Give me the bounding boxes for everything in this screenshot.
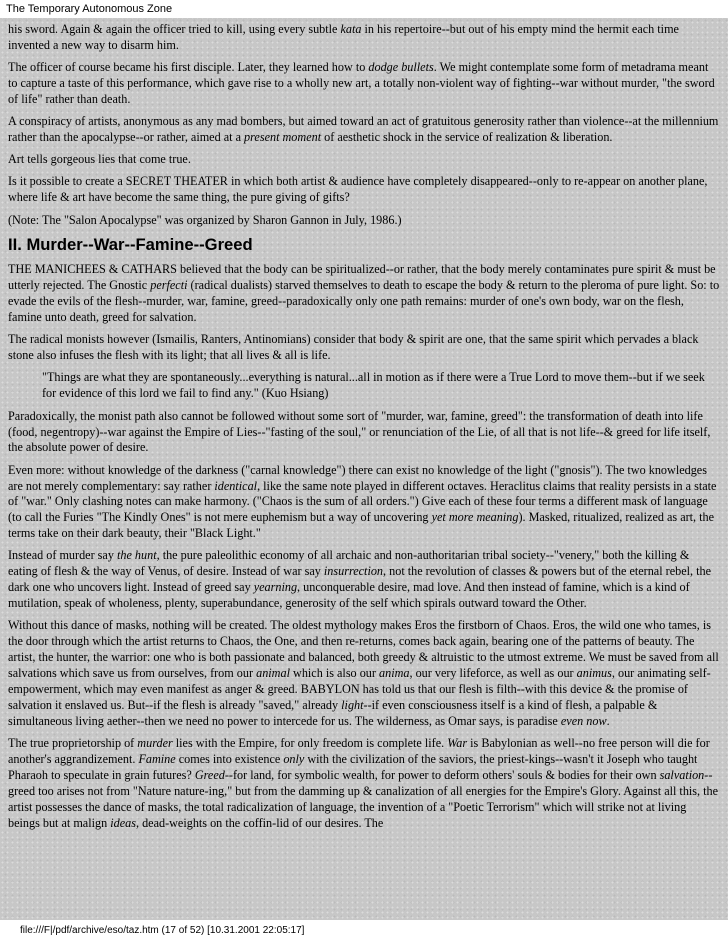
text-run: --if even consciousness itself is a kind of flesh, a palpable & simultaneous living aether--then we need no power to intercede for us. The wilderness, as Omar says, is paradise [8, 697, 658, 728]
text-run: Art tells gorgeous lies that come true. [8, 152, 191, 167]
paragraphs-before-heading [8, 22, 720, 228]
italic-text-run: perfecti [150, 278, 188, 293]
text-run: (Note: The "Salon Apocalypse" was organized by Sharon Gannon in July, 1986.) [8, 212, 402, 227]
text-run: , not the revolution of classes & powers but of the eternal rebel, the dark one who uncovers light. Instead of greed say [8, 564, 711, 595]
text-run: , the pure paleolithic economy of all archaic and non-authoritarian tribal society--"venery," both the killing & eating of flesh & the way of Venus, of desire. Instead of war say [8, 548, 690, 579]
text-run: A conspiracy of artists, anonymous as any mad bombers, but aimed toward an act of gratuitous generosity rather than violence--at the millennium rather than the apocalypse--or rather, aimed at a [8, 114, 719, 145]
paragraph [8, 618, 720, 729]
italic-text-run: kata [340, 22, 362, 36]
paragraph [8, 174, 720, 206]
text-run: is Babylonian as well--no free person will die for another's aggrandizement. [8, 736, 710, 766]
italic-text-run: present moment [244, 130, 322, 145]
section-heading: II. Murder--War--Famine--Greed [8, 235, 253, 255]
page-footer-url: file:///F|/pdf/archive/eso/taz.htm (17 of 52) [10.31.2001 22:05:17] [20, 925, 305, 936]
text-run: , our animating self-empowerment, which may even manifest as anger & greed. BABYLON has told us that our flesh is filth--with this device & the promise of salvation it enslaved us. But--if the flesh is already "saved," already [8, 666, 711, 712]
text-run: The true proprietorship of [8, 736, 138, 750]
italic-text-run: War [447, 736, 468, 750]
text-run: . [606, 713, 610, 728]
italic-text-run: yet more meaning [431, 510, 519, 525]
italic-text-run: anima [379, 666, 410, 681]
text-run: lies with the Empire, for only freedom is complete life. [172, 736, 448, 750]
text-run: , dead-weights on the coffin-lid of our desires. The [135, 815, 384, 830]
text-run: , unconquerable desire, mad love. And then instead of famine, which is a kind of mutilation, speak of wholeness, plenty, superabundance, generosity of the self which spirals outward toward the Other. [8, 580, 690, 611]
document-body [8, 22, 720, 838]
italic-text-run: ideas [110, 815, 136, 830]
text-run: Is it possible to create a SECRET THEATER in which both artist & audience have completely disappeared--only to re-appear on another plane, where life & art have become the same thing, the pure giving of gifts? [8, 174, 708, 205]
paragraph [8, 463, 720, 543]
text-run: Paradoxically, the monist path also cannot be followed without some sort of "murder, war, famine, greed": the transformation of death into life (food, negentropy)--war against the Empire of Lies--"fasting of the soul," or renunciation of the Lie, of all that is not life--& greed for life itself, the absolute power of desire. [8, 408, 711, 455]
paragraphs-after-heading [8, 262, 720, 831]
text-run: --for land, for symbolic wealth, for power to deform others' souls & bodies for their own [224, 767, 660, 782]
paragraph [8, 262, 720, 326]
italic-text-run: salvation [659, 767, 705, 782]
italic-text-run: Greed [194, 767, 225, 782]
italic-text-run: dodge bullets [368, 60, 434, 75]
text-run: Without this dance of masks, nothing will be created. The oldest mythology makes Eros the firstborn of Chaos. Eros, the wild one who tames, is the door through which the artist returns to Chaos, the One, and then re-returns, comes back again, bearing one of the patterns of beauty. The artist, the hunter, the warrior: one who is both passionate and balanced, both greedy & altruistic to the utmost extreme. We must be saved from all salvations which save us from ourselves, from our [8, 618, 719, 681]
text-run: , our very lifeforce, as well as our [409, 666, 577, 681]
italic-text-run: light [341, 697, 364, 712]
text-run: THE MANICHEES & CATHARS believed that the body can be spiritualized--or rather, that the body merely contaminates pure spirit & must be utterly rejected. The Gnostic [8, 262, 716, 293]
text-run: Even more: without knowledge of the darkness ("carnal knowledge") there can exist no knowledge of the light ("gnosis"). The two knowledges are not merely complementary: say rather [8, 462, 707, 493]
paragraph [8, 60, 720, 108]
paragraph [8, 22, 720, 54]
italic-text-run: animus [576, 666, 612, 681]
text-run: --greed too arises not from "Nature nature-ing," but from the damming up & canalization of all energies for the Empire's Glory. Against all this, the artist possesses the dance of masks, the total radicalization of language, the invention of a "Poetic Terrorism" which will strike not at living beings but at malign [8, 767, 719, 830]
paragraph [8, 409, 720, 457]
italic-text-run: insurrection [323, 564, 384, 579]
paragraph [8, 213, 720, 229]
italic-text-run: animal [256, 666, 290, 681]
text-run: in his repertoire--but out of his empty mind the hermit each time invented a new way to disarm him. [8, 22, 679, 52]
text-run: ). Masked, ritualized, realized as art, the terms take on their dark beauty, their "Black Light." [8, 510, 715, 541]
paragraph [8, 152, 720, 168]
browser-page-footer [0, 920, 728, 942]
text-run: with the civilization of the saviors, the priest-kings--wasn't it Joseph who taught Pharaoh to speculate in grain futures? [8, 751, 698, 782]
paragraph [8, 736, 720, 831]
italic-text-run: yearning [253, 580, 298, 595]
text-run: which is also our [289, 666, 379, 681]
block-quote: "Things are what they are spontaneously...everything is natural...all in motion as if there were a True Lord to move them--but if we seek for evidence of this lord we fail to find any." (Kuo Hsiang) [42, 370, 705, 401]
browser-page-header [0, 0, 728, 18]
italic-text-run: even now [560, 713, 607, 728]
text-run: Instead of murder say [8, 548, 117, 563]
text-run: , like the same note played in different octaves. Heraclitus claims that reality persists in a state of "war." Only clashing notes can make harmony. ("Chaos is the sum of all orders.") Give each of these four terms a different mask of language (to call the Furies "The Kindly Ones" is not mere euphemism but a way of uncovering [8, 478, 717, 525]
text-run: (radical dualists) starved themselves to death to escape the body & return to the pleroma of pure light. So: to evade the evils of the flesh--murder, war, famine, greed--paradoxically only one path remains: murder of one's own body, war on the flesh, famine unto death, greed for salvation. [8, 278, 720, 325]
paragraph [8, 332, 720, 364]
text-run: The radical monists however (Ismailis, Ranters, Antinomians) consider that body & spirit are one, that the same spirit which pervades a black stone also infuses the flesh with its light; that all lives & all is life. [8, 332, 699, 363]
paragraph [8, 548, 720, 612]
italic-text-run: the hunt [116, 548, 157, 563]
text-run: comes into existence [175, 751, 284, 766]
page-header-title: The Temporary Autonomous Zone [6, 3, 173, 15]
italic-text-run: only [283, 751, 305, 766]
text-run: The officer of course became his first disciple. Later, they learned how to [8, 60, 369, 75]
paragraph [8, 114, 720, 146]
text-run: . We might contemplate some form of metadrama meant to capture a taste of this performance, which gave rise to a wholly new art, a totally non-violent way of fighting--war without murder, "the sword of life" rather than death. [8, 60, 715, 106]
text-run: of aesthetic shock in the service of realization & liberation. [321, 130, 613, 145]
text-run: his sword. Again & again the officer tried to kill, using every subtle [8, 22, 341, 36]
italic-text-run: murder [137, 736, 173, 750]
italic-text-run: identical [214, 478, 258, 493]
italic-text-run: Famine [138, 751, 176, 766]
